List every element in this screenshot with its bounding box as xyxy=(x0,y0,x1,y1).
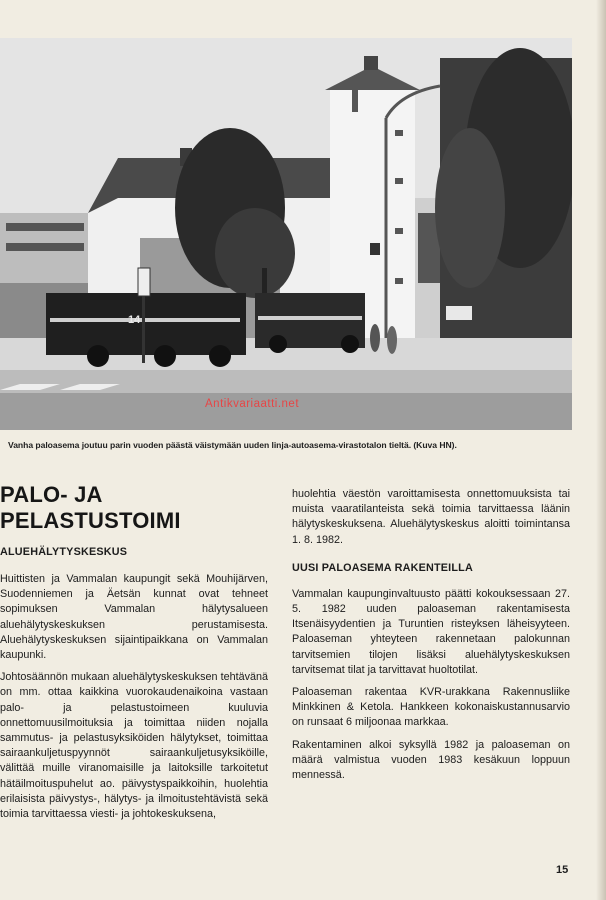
paragraph: Huittisten ja Vammalan kaupungit sekä Mouhijärven, Suodenniemen ja Äetsän kunnat ovat tehneet sopimuksen Vammalan hälytysalueen aluehälytyskeskuksen perustamisesta. Aluehälytyskeskuksen sijaintipaikkana on Vammalan kaupunki. xyxy=(0,573,268,662)
article-title-line1: PALO- JA xyxy=(0,482,103,507)
paragraph: Vammalan kaupunginvaltuusto päätti kokouksessaan 27. 5. 1982 uuden paloaseman rakentamisesta Itsenäisyydentien ja Turuntien risteyksen läheisyyteen. Paloaseman yhteyteen rakennetaan palokunnan tarvitsemien tilojen lisäksi aluehälytyskeskuksen tarvitsemat tilat ja tarvittavat huoltotilat. xyxy=(292,587,570,676)
paragraph: huolehtia väestön varoittamisesta onnettomuuksista tai muista vaaratilanteista sekä toimia tarvittaessa läänin hälytyskeskuksena. Aluehälytyskeskus aloitti toimintansa 1. 8. 1982. xyxy=(292,488,570,546)
page-edge-shadow xyxy=(596,0,606,900)
left-column xyxy=(0,545,268,829)
paragraph: Johtosäännön mukaan aluehälytyskeskuksen tehtävänä on mm. ottaa kaikkina vuorokaudenaikoina vastaan palo- ja pelastustoimeen kuuluvia onnettomuusilmoituksia ja toimittaa niiden nojalla sammutus- ja pelastusyksiköiden hälytykset, toimittaa sairaankuljetuspyynnöt sairaankuljetusyksiköille, välittää muille viranomaisille ja laitoksille tarkoitetut hätäilmoituspuhelut ao. päivystyspaikkoihin, huolehtia erilaisista päivystys-, hälytys- ja ilmoitustehtävistä sekä toimia tarvittaessa viesti- ja johtokeskuksena, xyxy=(0,671,268,821)
fire-station-photo xyxy=(0,38,572,430)
paragraph: Rakentaminen alkoi syksyllä 1982 ja paloaseman on määrä valmistua vuoden 1983 kesäkuun loppuun mennessä. xyxy=(292,738,570,782)
article-title-line2: PELASTUSTOIMI xyxy=(0,508,181,533)
section-heading-aluehalytyskeskus: ALUEHÄLYTYSKESKUS xyxy=(0,546,128,558)
truck-number: 14 xyxy=(128,314,141,326)
watermark: Antikvariaatti.net xyxy=(205,398,300,410)
photo-caption: Vanha paloasema joutuu parin vuoden päästä väistymään uuden linja-autoasema-virastotalon tieltä. (Kuva HN). xyxy=(8,440,457,450)
right-column xyxy=(292,487,570,790)
section-heading-uusi-paloasema: UUSI PALOASEMA RAKENTEILLA xyxy=(292,561,473,574)
article-title xyxy=(0,482,181,534)
page-number: 15 xyxy=(556,864,569,876)
paragraph: Paloaseman rakentaa KVR-urakkana Rakennusliike Minkkinen & Ketola. Hankkeen kokonaiskustannusarvio on runsaat 6 miljoonaa markkaa. xyxy=(292,686,570,729)
